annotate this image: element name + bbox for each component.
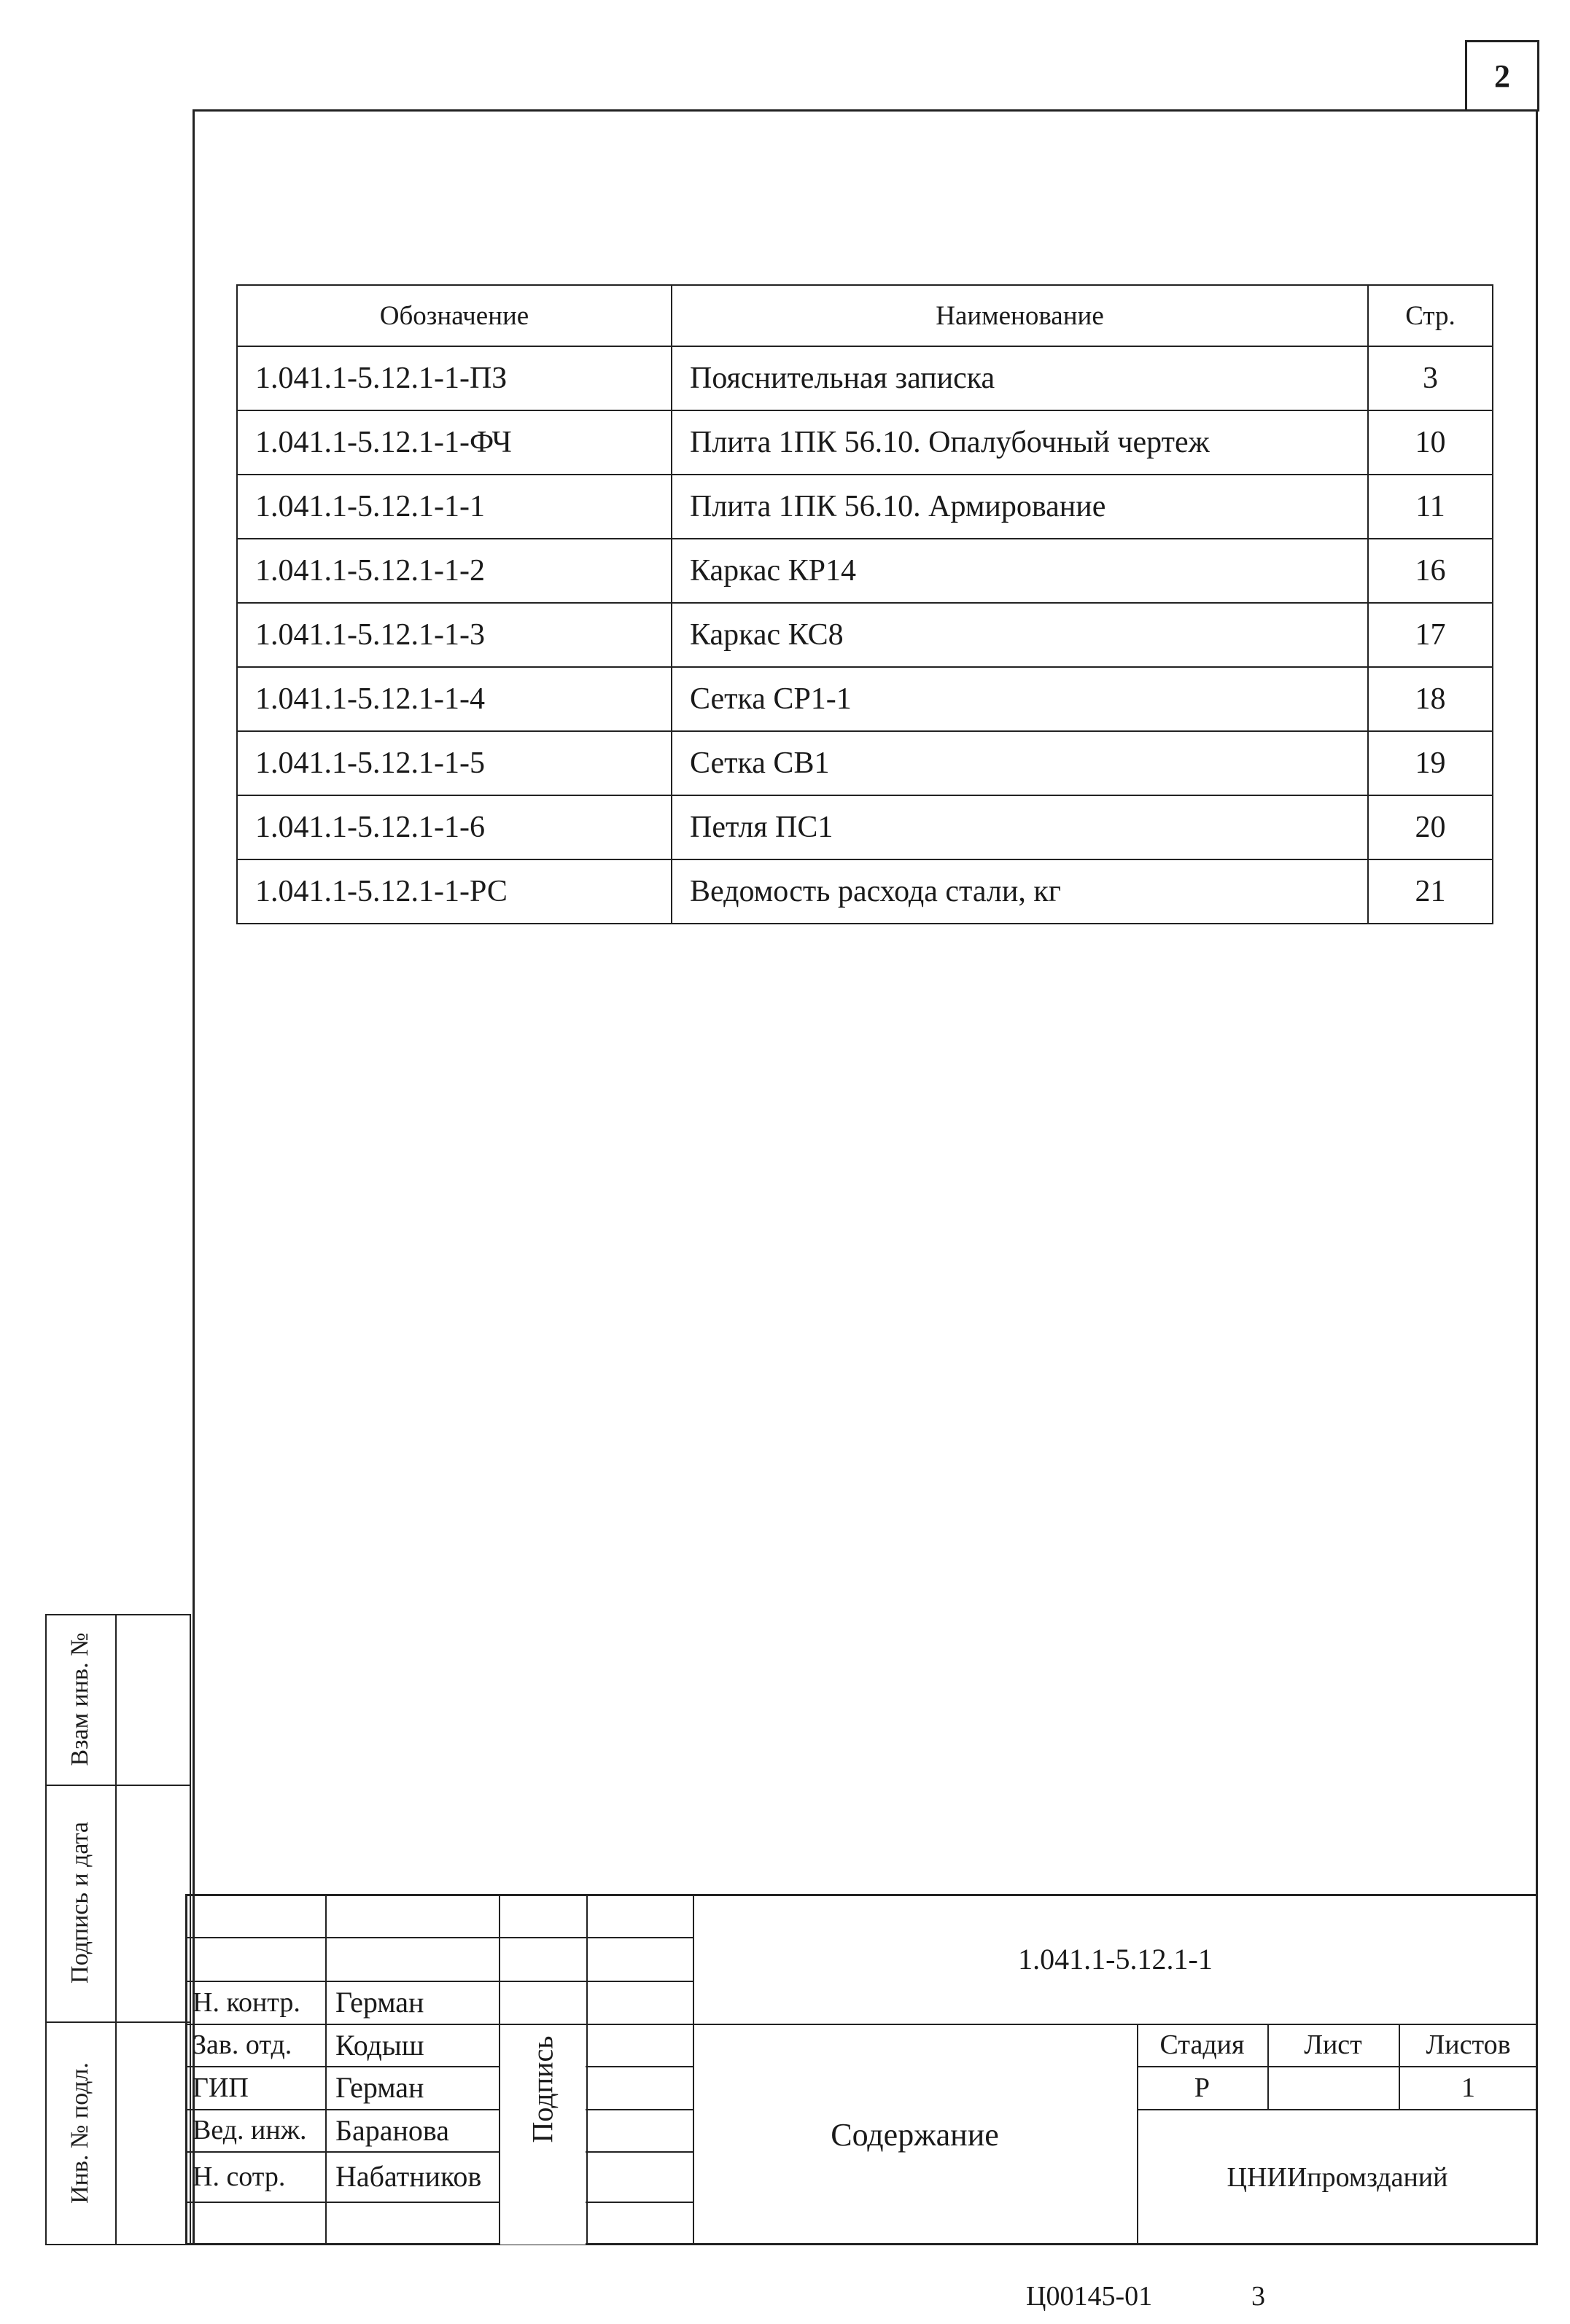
archive-page: 3 (1251, 2281, 1265, 2312)
side-stamp-line (45, 2021, 191, 2023)
table-row (237, 731, 1493, 795)
row-name: Каркас КС8 (672, 603, 1368, 667)
row-page: 21 (1368, 859, 1493, 924)
stamp-line (325, 1894, 327, 2245)
role-zav-otd: Зав. отд. (193, 2029, 292, 2060)
side-stamp-line (45, 1785, 191, 1786)
header-designation: Обозначение (237, 285, 672, 346)
row-name: Каркас КР14 (672, 539, 1368, 603)
row-name: Плита 1ПК 56.10. Армирование (672, 475, 1368, 539)
role-n-sotr: Н. сотр. (193, 2161, 286, 2192)
sheet-label: Лист (1304, 2029, 1362, 2060)
row-name: Петля ПС1 (672, 795, 1368, 859)
row-designation: 1.041.1-5.12.1-1-ФЧ (237, 410, 672, 475)
row-designation: 1.041.1-5.12.1-1-4 (237, 667, 672, 731)
name-n-sotr: Набатников (335, 2160, 482, 2193)
contents-table (236, 284, 1493, 924)
row-page: 16 (1368, 539, 1493, 603)
stamp-line (185, 1937, 693, 1938)
header-name: Наименование (672, 285, 1368, 346)
row-designation: 1.041.1-5.12.1-1-РС (237, 859, 672, 924)
name-n-kontr: Герман (335, 1986, 424, 2019)
page-number: 2 (1465, 40, 1539, 112)
row-name: Сетка СР1-1 (672, 667, 1368, 731)
row-designation: 1.041.1-5.12.1-1-ПЗ (237, 346, 672, 410)
header-page: Стр. (1368, 285, 1493, 346)
stage-label: Стадия (1159, 2029, 1245, 2060)
row-page: 11 (1368, 475, 1493, 539)
row-designation: 1.041.1-5.12.1-1-2 (237, 539, 672, 603)
document-title: Содержание (831, 2116, 999, 2153)
table-header-row (237, 285, 1493, 346)
table-row (237, 859, 1493, 924)
table-row (237, 539, 1493, 603)
table-row (237, 603, 1493, 667)
sheet-value (1267, 2066, 1399, 2109)
table-row (237, 475, 1493, 539)
role-ved-inzh: Вед. инж. (193, 2115, 307, 2145)
original-inventory-label: Инв. № подл. (66, 2062, 93, 2204)
sheets-label: Листов (1426, 2029, 1511, 2060)
table-row (237, 410, 1493, 475)
row-name: Ведомость расхода стали, кг (672, 859, 1368, 924)
sheets-value: 1 (1461, 2072, 1475, 2103)
row-page: 17 (1368, 603, 1493, 667)
row-page: 19 (1368, 731, 1493, 795)
row-page: 20 (1368, 795, 1493, 859)
table-row (237, 795, 1493, 859)
row-designation: 1.041.1-5.12.1-1-5 (237, 731, 672, 795)
role-gip: ГИП (193, 2072, 249, 2103)
row-name: Плита 1ПК 56.10. Опалубочный чертеж (672, 410, 1368, 475)
document-code: 1.041.1-5.12.1-1 (1018, 1942, 1213, 1976)
replace-inventory-label: Взам инв. № (66, 1632, 93, 1766)
row-name: Пояснительная записка (672, 346, 1368, 410)
archive-code: Ц00145-01 (1026, 2281, 1153, 2312)
name-zav-otd: Кодыш (335, 2028, 424, 2062)
signature-column-label: Подпись (526, 2035, 559, 2143)
row-designation: 1.041.1-5.12.1-1-1 (237, 475, 672, 539)
stamp-line (586, 1894, 588, 2245)
row-designation: 1.041.1-5.12.1-1-6 (237, 795, 672, 859)
signature-date-label: Подпись и дата (66, 1822, 93, 1984)
role-n-kontr: Н. контр. (193, 1986, 300, 2018)
table-row (237, 667, 1493, 731)
row-page: 3 (1368, 346, 1493, 410)
row-page: 18 (1368, 667, 1493, 731)
stamp-line (185, 2202, 693, 2203)
stage-value: Р (1194, 2072, 1210, 2103)
table-row (237, 346, 1493, 410)
name-gip: Герман (335, 2071, 424, 2104)
name-ved-inzh: Баранова (335, 2113, 449, 2147)
organization-name: ЦНИИпромзданий (1227, 2161, 1448, 2193)
row-designation: 1.041.1-5.12.1-1-3 (237, 603, 672, 667)
row-page: 10 (1368, 410, 1493, 475)
row-name: Сетка СВ1 (672, 731, 1368, 795)
side-stamp-divider (115, 1614, 117, 2245)
stamp-line (185, 2066, 693, 2067)
